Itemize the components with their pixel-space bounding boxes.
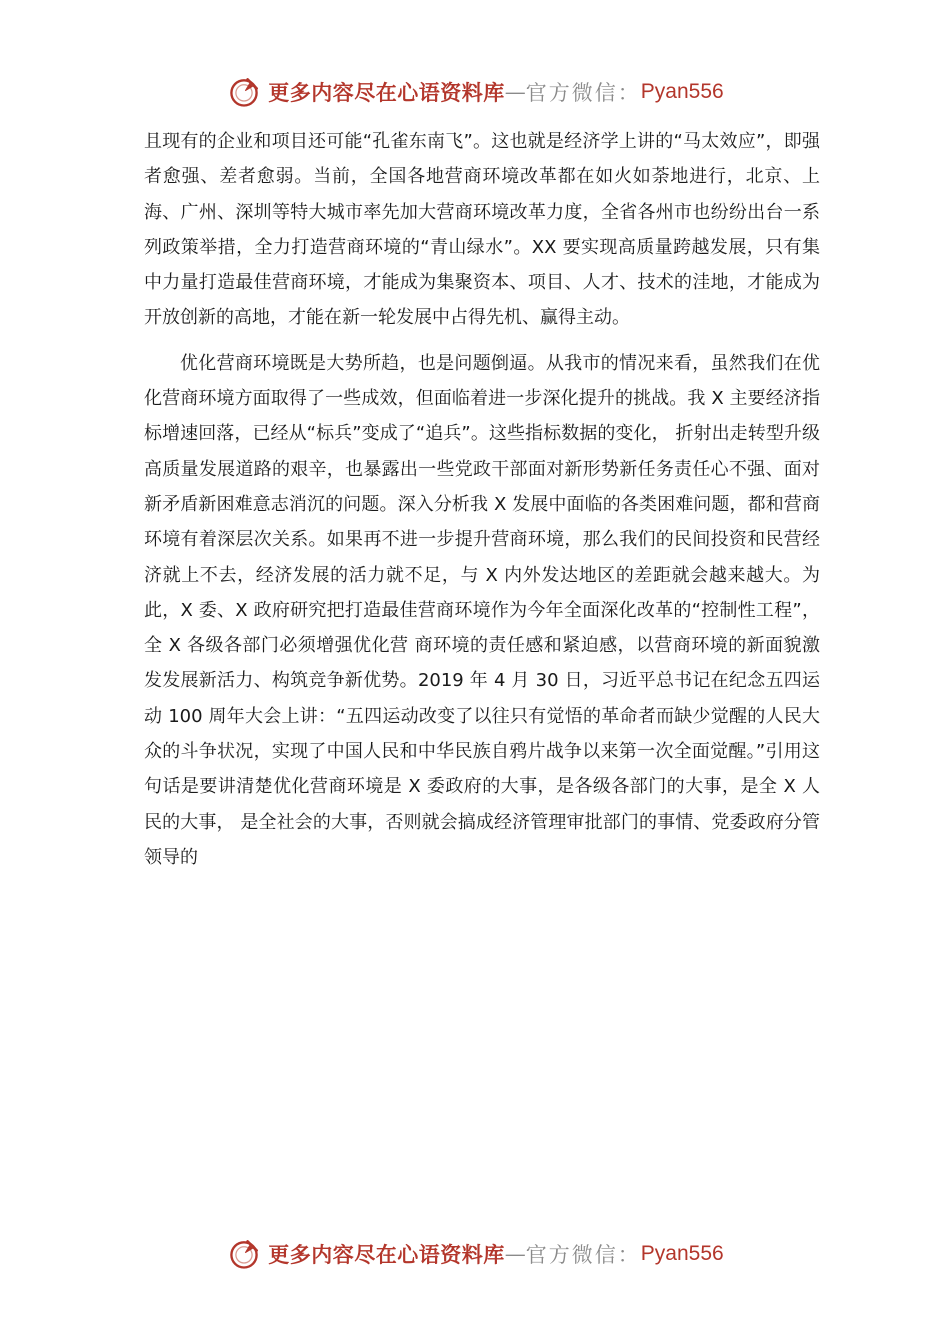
banner-brand-text: 更多内容尽在心语资料库 [268, 1242, 505, 1267]
banner-separator: — [504, 80, 526, 104]
paragraph-2: 优化营商环境既是大势所趋，也是问题倒逼。从我市的情况来看，虽然我们在优化营商环境方面取得了一些成效，但面临着进一步深化提升的挑战。我 X 主要经济指标增速回落，已经从“标兵”变成了“追兵”。这些指标数据的变化， 折射出走转型升级高质量发展道路的艰辛，也暴露出一些党政干部面对新形势新任务责任心不强、面对新矛盾新困难意志消沉的问题。深入分析我 X 发展中面临的各类困难问题，都和营商环境有着深层次关系。如果再不进一步提升营商环境，那么我们的民间投资和民营经济就上不去，经济发展的活力就不足，与 X 内外发达地区的差距就会越来越大。为此，X 委、X 政府研究把打造最佳营商环境作为今年全面深化改革的“控制性工程”，全 X 各级各部门必须增强优化营 商环境的责任感和紧迫感，以营商环境的新面貌激发发展新活力、构筑竞争新优势。2019 年 4 月 30 日，习近平总书记在纪念五四运动 100 周年大会上讲：“五四运动改变了以往只有觉悟的革命者而缺少觉醒的人民大众的斗争状况，实现了中国人民和中华民族自鸦片战争以来第一次全面觉醒。”引用这句话是要讲清楚优化营商环境是 X 委政府的大事，是各级各部门的大事，是全 X 人民的大事， 是全社会的大事，否则就会搞成经济管理审批部门的事情、党委政府分管领导的 [144, 352, 820, 868]
banner-wechat-label: 官方微信： [525, 81, 641, 105]
document-body [144, 124, 820, 875]
pen-nib-logo-icon [226, 74, 262, 110]
banner-separator: — [504, 1242, 526, 1266]
banner-brand-text: 更多内容尽在心语资料库 [268, 80, 505, 105]
banner-wechat-id: Pyan556 [640, 1242, 724, 1265]
banner-wechat-label: 官方微信： [525, 1243, 641, 1267]
header-banner [0, 70, 950, 114]
banner-wechat-id: Pyan556 [640, 80, 724, 103]
footer-banner [0, 1232, 950, 1276]
pen-nib-logo-icon [226, 1236, 262, 1272]
paragraph-1: 且现有的企业和项目还可能“孔雀东南飞”。这也就是经济学上讲的“马太效应”，即强者愈强、差者愈弱。当前，全国各地营商环境改革都在如火如荼地进行，北京、上海、广州、深圳等特大城市率先加大营商环境改革力度，全省各州市也纷纷出台一系列政策举措，全力打造营商环境的“青山绿水”。XX 要实现高质量跨越发展，只有集中力量打造最佳营商环境，才能成为集聚资本、项目、人才、技术的洼地，才能成为开放创新的高地，才能在新一轮发展中占得先机、赢得主动。 [144, 131, 820, 329]
